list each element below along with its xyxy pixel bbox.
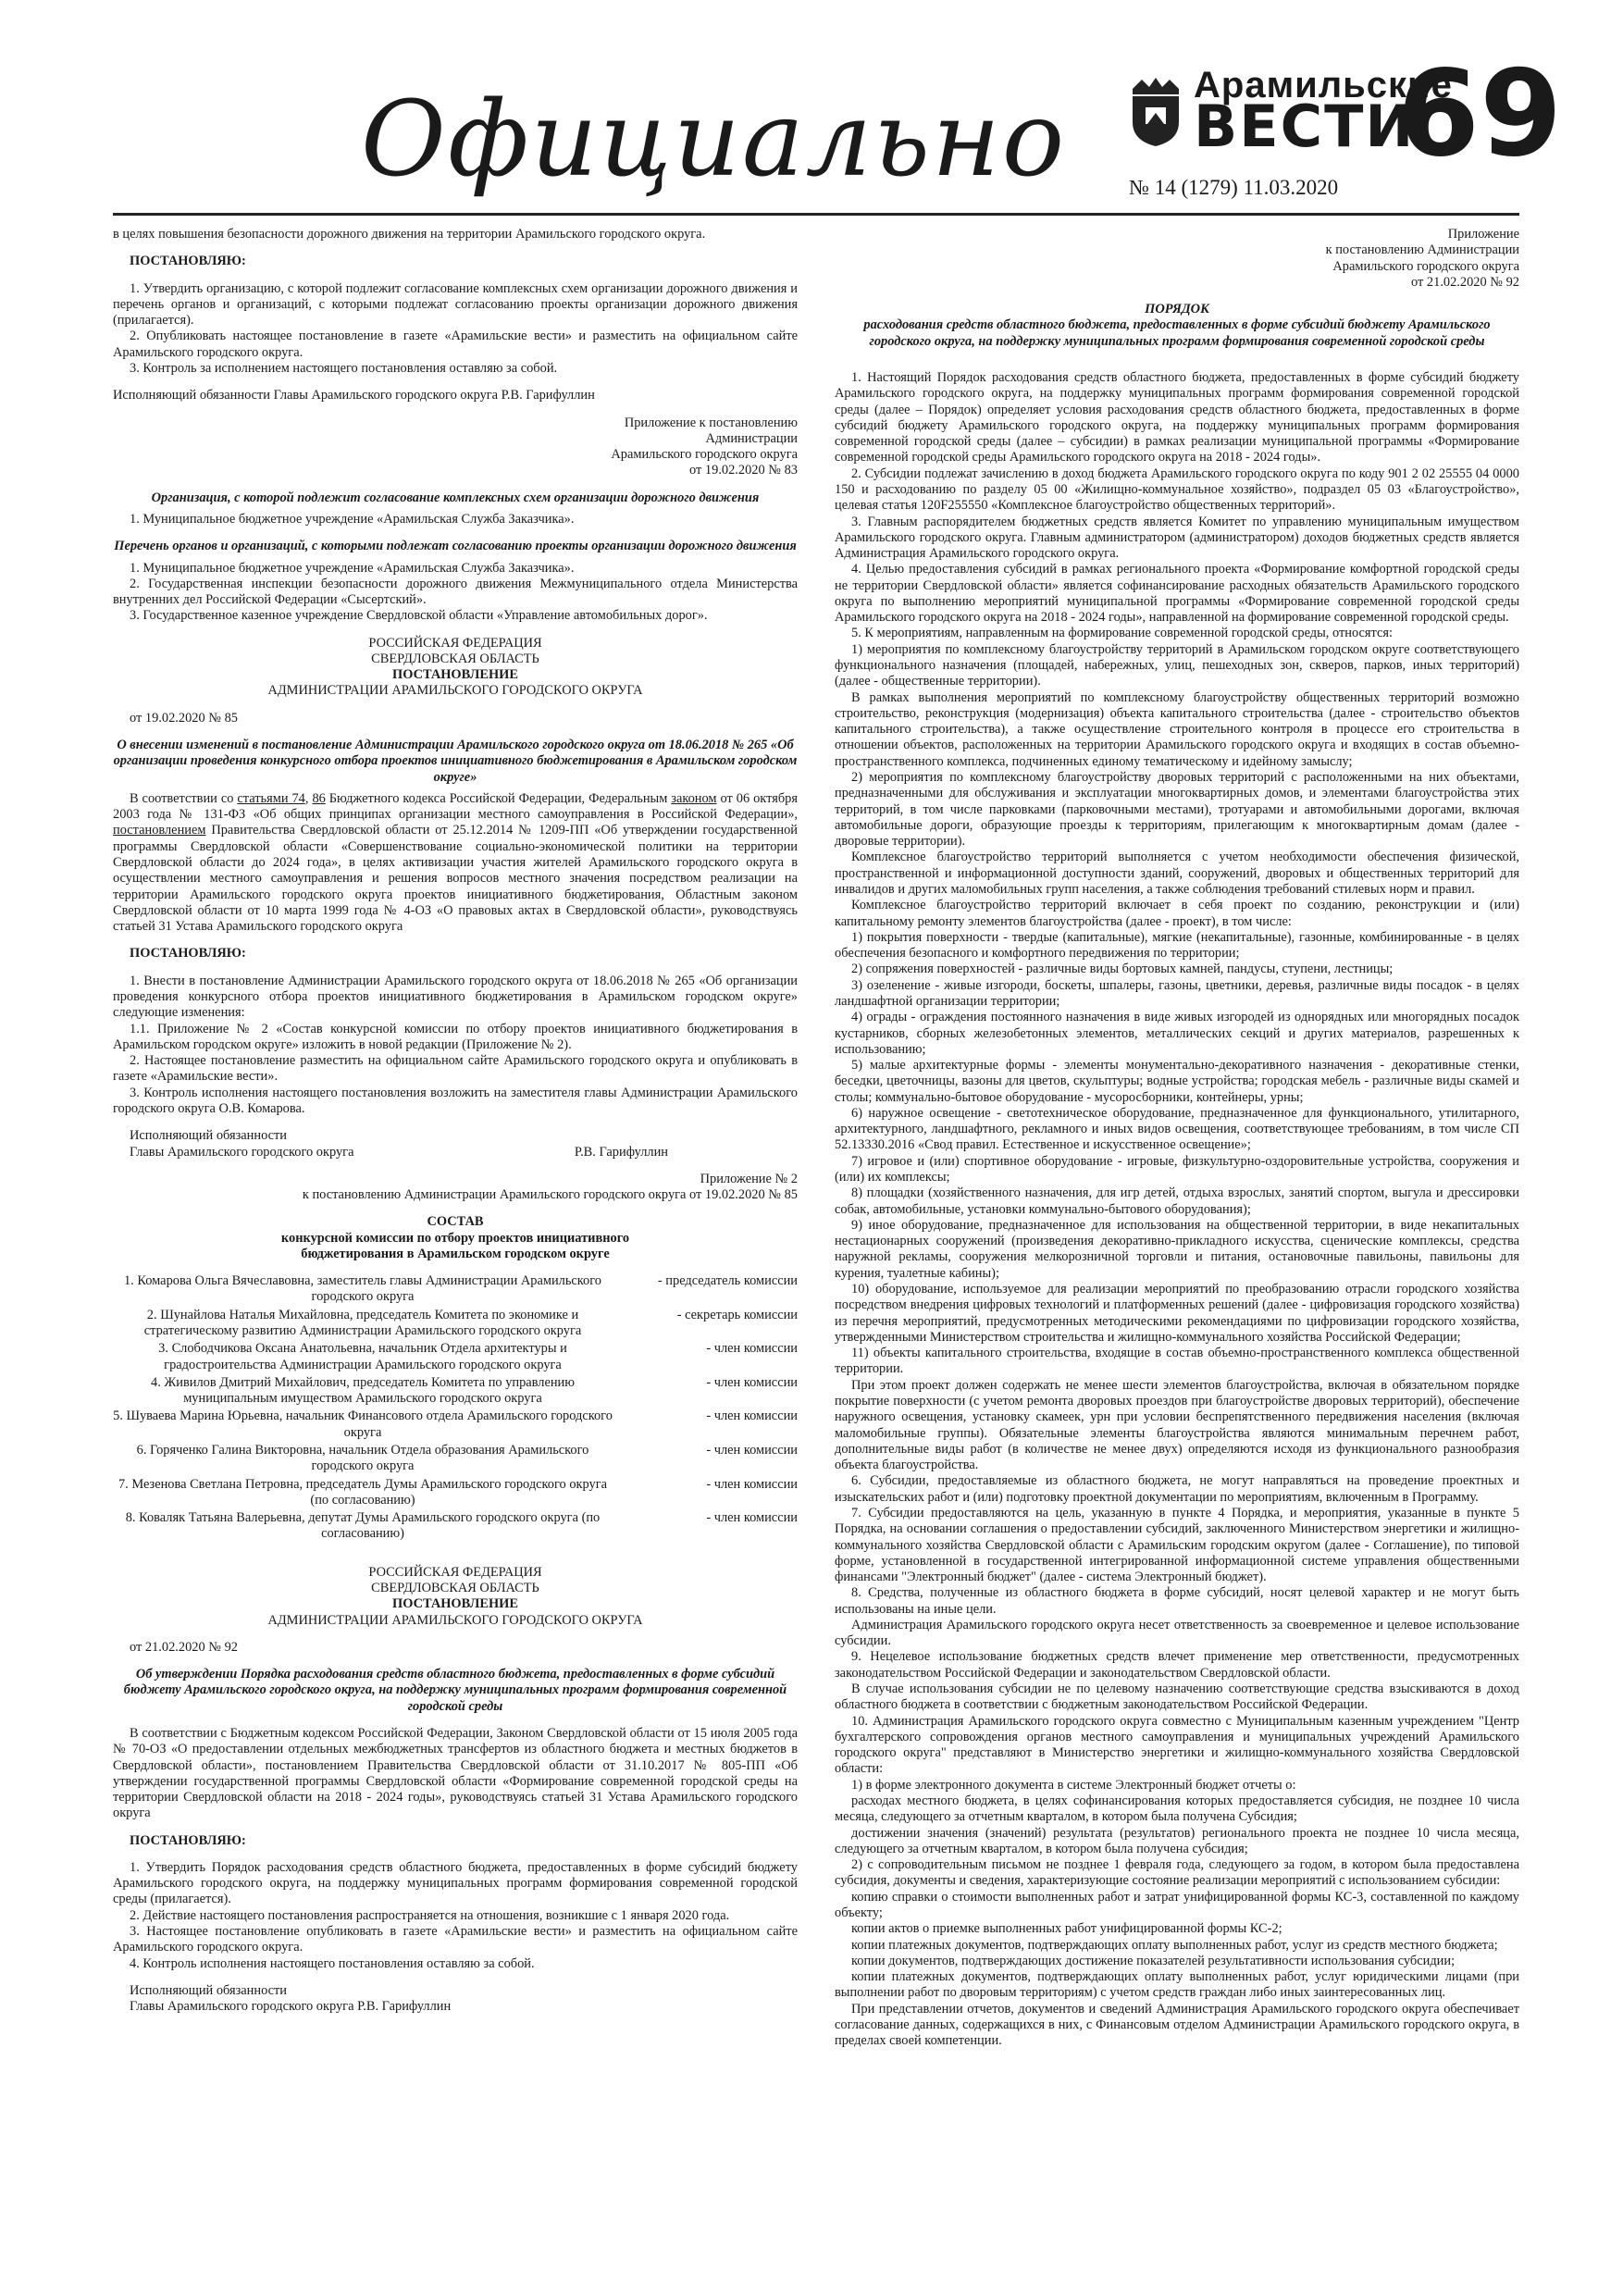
header-post: ПОСТАНОВЛЕНИЕ [392,667,518,683]
paragraph: копию справки о стоимости выполненных работ и затрат унифицированной формы КС-3, составленной по каждому объекту; [835,1889,1519,1920]
law-link[interactable]: законом [671,790,717,806]
header-adm: АДМИНИСТРАЦИИ АРАМИЛЬСКОГО ГОРОДСКОГО ОКРУГА [267,683,643,699]
paragraph: 2) мероприятия по комплексному благоустройству дворовых территорий с расположенными на них объектами, предназначенными для обслуживания и эксплуатации многоквартирных домов, и элементами благоустройства этих территорий, в том числе парковками (парковочными местами), тротуарами и автомобильными дорогами, включая автомобильные дороги, образующие проезды к территориям, прилегающим к многоквартирным домам (далее - дворовые территории). [835,770,1519,850]
paragraph: Комплексное благоустройство территорий выполняется с учетом необходимости обеспечения физической, пространственной и информационной доступности зданий, сооружений, дворовых и общественных территорий для инвалидов и других маломобильных групп населения, а также соблюдения требований стилевых норм и правил. [835,850,1519,897]
paragraph: 4. Целью предоставления субсидий в рамках регионального проекта «Формирование комфортной городской среды не территории Свердловской области» является софинансирование расходных обязательств Арамильского городского округа по выполнению мероприятий муниципальной программы «Формирование современной городской среды Арамильского городского округа на 2018 - 2024 годы», направленной на формирование современной городской среды. [835,562,1519,626]
paragraph: 1.1. Приложение № 2 «Состав конкурсной комиссии по отбору проектов инициативного бюджетирования в Арамильском городском округе» изложить в новой редакции (Приложение № 2). [113,1021,798,1052]
paragraph: 5. К мероприятиям, направленным на формирование современной городской среды, относятся: [851,626,1394,641]
basis-paragraph: В соответствии с Бюджетным кодексом Российской Федерации, Законом Свердловской области от 15 июля 2005 года № 70-ОЗ «О предоставлении отдельных межбюджетных трансфертов из областного бюджета и местных бюджетов в Свердловской области», постановлением Правительства Свердловской области от 31.10.2017 № 805-ПП «Об утверждении государственной программы Свердловской области «Формирование современной городской среды на территории Свердловской области на 2018 - 2024 годы», руководствуясь статьей 31 Устава Арамильского городского округа [113,1725,798,1821]
list-item: 1. Муниципальное бюджетное учреждение «Арамильская Служба Заказчика». [130,560,575,576]
paragraph: При этом проект должен содержать не менее шести элементов благоустройства, включая в обязательном порядке покрытие поверхности (с учетом ремонта дворовых проездов при благоустройстве дворовых территорий), обеспечение наружного освещения, установку скамеек, урн при условии беспрепятственного передвижения населения (включая маломобильные группы). Обязательные элементы благоустройства являются минимальным перечнем работ, дополнительные виды работ (в количестве не менее двух) определяются исходя из функционального разнообразия объекта благоустройства. [835,1377,1519,1473]
sostav-heading: СОСТАВ [427,1214,484,1230]
paragraph: 1) в форме электронного документа в системе Электронный бюджет отчеты о: [851,1777,1296,1793]
section-title: Официально [361,80,1067,200]
postanovlyayu-heading: ПОСТАНОВЛЯЮ: [130,254,246,269]
issue-number: № 14 (1279) 11.03.2020 [1129,176,1339,199]
signature-line: Исполняющий обязанности [130,1128,288,1144]
poryadok-body [835,370,1519,2050]
page-number: 69 [1397,45,1563,183]
committee-row: 4. Живилов Дмитрий Михайлович, председатель Комитета по управлению муниципальным имуществом Арамильского городского округа - член комиссии [151,1374,798,1407]
appendix-note: Приложение к постановлению Администрации Арамильского городского округа от 21.02.2020 № 92 [1325,227,1519,290]
section-heading: Организация, с которой подлежит согласование комплексных схем организации дорожного движения [151,490,760,505]
law-link[interactable]: статьями 74 [237,790,305,806]
list-item: 2. Государственная инспекции безопасности дорожного движения Межмуниципального отдела Министерства внутренних дел Российской Федерации «Сысертский». [113,576,798,608]
header-so: СВЕРДЛОВСКАЯ ОБЛАСТЬ [371,1580,539,1595]
paragraph: В случае использования субсидии не по целевому назначению соответствующие средства взыскиваются в доход областного бюджета в соответствии с бюджетным законодательством Российской Федерации. [835,1682,1519,1713]
paragraph: 7) игровое и (или) спортивное оборудование - игровые, физкультурно-оздоровительные устройства, сооружения и (или) их комплексы; [835,1153,1519,1185]
header-so: СВЕРДЛОВСКАЯ ОБЛАСТЬ [371,651,539,666]
paragraph: 10. Администрация Арамильского городского округа совместно с Муниципальным казенным учреждением "Центр бухгалтерского сопровождения органов местного самоуправления и муниципальных учреждений Арамильского городского округа" представляют в Министерство энергетики и жилищно-коммунального хозяйства Свердловской области: [835,1713,1519,1777]
paragraph: 2. Опубликовать настоящее постановление в газете «Арамильские вести» и разместить на официальном сайте Арамильского городского округа. [113,329,798,360]
list-item: 3. Государственное казенное учреждение Свердловской области «Управление автомобильных дорог». [130,608,708,624]
paragraph: В рамках выполнения мероприятий по комплексному благоустройству общественных территорий возможно строительство, реконструкция (модернизация) объекта капитального строительства (далее - строительство объектов капитального строительства), а также осуществление строительного контроля в процессе его строительства в отношении объектов, расположенных на территории Арамильского городского округа и входящих в состав объемно-пространственного комплекса, подчиненных единому тематическому и идейному замыслу; [835,689,1519,769]
appendix-note: к постановлению Администрации Арамильского городского округа от 19.02.2020 № 85 [302,1187,798,1203]
paragraph: копии актов о приемке выполненных работ унифицированной формы КС-2; [851,1921,1282,1937]
brand-main: ВЕСТИ [1194,93,1416,160]
paragraph: 2. Настоящее постановление разместить на официальном сайте Арамильского городского округа и опубликовать в газете «Арамильские вести». [113,1053,798,1085]
paragraph: 8. Средства, полученные из областного бюджета в форме субсидий, носят целевой характер и не могут быть использованы на иные цели. [835,1585,1519,1617]
paragraph: 3. Контроль исполнения настоящего постановления возложить на заместителя главы Администрации Арамильского городского округа О.В. Комарова. [113,1085,798,1116]
committee-row: 3. Слободчикова Оксана Анатольевна, начальник Отдела архитектуры и градостроительства Администрации Арамильского городского округа - член комиссии [158,1341,798,1372]
paragraph: 11) объекты капитального строительства, входящие в состав объемно-пространственного комплекса общественной территории. [835,1346,1519,1377]
document-date: от 21.02.2020 № 92 [130,1639,238,1655]
document-title: Об утверждении Порядка расходования средств областного бюджета, предоставленных в форме субсидий бюджету Арамильского городского округа, на поддержку муниципальных программ формирования современной городской среды [123,1667,787,1714]
committee-row: 8. Коваляк Татьяна Валерьевна, депутат Думы Арамильского городского округа (по согласованию) - член комиссии [125,1510,798,1542]
paragraph: копии платежных документов, подтверждающих оплату выполненных работ, услуг из средств местного бюджета; [851,1937,1498,1953]
postanovlyayu-heading: ПОСТАНОВЛЯЮ: [130,1832,246,1848]
paragraph: 9. Нецелевое использование бюджетных средств влечет применение мер ответственности, предусмотренных законодательством Российской Федерации и законодательством Свердловской области. [835,1649,1519,1681]
basis-paragraph: В соответствии со статьями 74, 86 Бюджетного кодекса Российской Федерации, Федеральным законом от 06 октября 2003 года № 131-ФЗ «Об общих принципах организации местного самоуправления в Российской Федерации», постановлением Правительства Свердловской области от 25.12.2014 № 1209-ПП «Об утверждении государственной программы Свердловской области «Совершенствование социально-экономической политики на территории Свердловской области до 2024 года», в целях активизации участия жителей Арамильского городского округа в осуществлении местного самоуправления и решения вопросов местного значения посредством реализации на территории Арамильского городского округа проектов инициативного бюджетирования, Областным законом Свердловской области от 10 марта 1999 года № 4-ОЗ «О правовых актах в Свердловской области», руководствуясь статьей 31 Устава Арамильского городского округа [113,790,798,935]
paragraph: 5) малые архитектурные формы - элементы монументально-декоративного назначения - декоративные стенки, беседки, цветочницы, вазоны для цветов, скульптуры; водные устройства; городская мебель - различные виды скамей и столы; коммунально-бытовое оборудование - мусоросборники, контейнеры, урны; [835,1058,1519,1105]
committee-row: 2. Шунайлова Наталья Михайловна, председатель Комитета по экономике и стратегическому развитию Администрации Арамильского городского округа - секретарь комиссии [143,1307,798,1339]
paragraph: При представлении отчетов, документов и сведений Администрация Арамильского городского округа обеспечивает согласование данных, содержащихся в них, с Финансовым отделом Администрации Арамильского городского округа, в пределах своей компетенции. [835,2001,1519,2049]
paragraph: 1. Утвердить Порядок расходования средств областного бюджета, предоставленных в форме субсидий бюджету Арамильского городского округа, на поддержку муниципальных программ формирования современной городской среды (прилагается). [113,1859,798,1907]
signature: Исполняющий обязанности Главы Арамильского городского округа Р.В. Гарифуллин [113,388,595,403]
brand-top: Арамильские [1194,65,1453,105]
right-column [835,227,1519,2244]
postanovlyayu-heading: ПОСТАНОВЛЯЮ: [130,946,246,962]
paragraph: 3. Главным распорядителем бюджетных средств является Комитет по управлению муниципальным имуществом Арамильского городского округа. Главным администратором (администратором) доходов бюджетных средств является Администрация Арамильского городского округа. [835,514,1519,562]
newspaper-logo [1127,56,1453,167]
header-adm: АДМИНИСТРАЦИИ АРАМИЛЬСКОГО ГОРОДСКОГО ОКРУГА [267,1612,643,1628]
paragraph: 2) с сопроводительным письмом не позднее 1 февраля года, следующего за годом, в котором была предоставлена субсидия, документы и сведения, характеризующие состояние реализации мероприятий с использованием субсидии: [835,1857,1519,1889]
paragraph: 4. Контроль исполнения настоящего постановления оставляю за собой. [130,1955,535,1971]
paragraph: 1. Внести в постановление Администрации Арамильского городского округа от 18.06.2018 № 265 «Об организации проведения конкурсного отбора проектов инициативного бюджетирования в Арамильском городском округе» следующие изменения: [113,973,798,1021]
committee-list [113,1273,798,1543]
paragraph: 10) оборудование, используемое для реализации мероприятий по преобразованию отрасли городского хозяйства посредством внедрения цифровых технологий и платформенных решений (далее - цифровизация городского хозяйства) из перечня мероприятий, предусмотренных методическими рекомендациями по цифровизации городского хозяйства, утвержденными Министерством строительства и жилищно-коммунального хозяйства Российской Федерации; [835,1282,1519,1345]
paragraph: 2. Субсидии подлежат зачислению в доход бюджета Арамильского городского округа по коду 901 2 02 25555 04 0000 150 и расходованию по разделу 05 00 «Жилищно-коммунальное хозяйство», подраздел 05 03 «Благоустройство», целевая статья 120F255550 «Комплексное благоустройство общественных территорий». [835,465,1519,514]
paragraph: 1) покрытия поверхности - твердые (капитальные), мягкие (некапитальные), газонные, комбинированные - в целях обеспечения безопасного и комфортного передвижения по территории; [835,929,1519,962]
poryadok-subheading: расходования средств областного бюджета, предоставленных в форме субсидий бюджету Арамильского городского округа, на поддержку муниципальных программ формирования современной городской среды [863,317,1491,349]
paragraph: копии платежных документов, подтверждающих оплату выполненных работ, услуг юридическими лицами (при выполнении работ по дворовым территориям) с учетом средств граждан либо иных заинтересованных лиц. [835,1969,1519,2001]
committee-row: 6. Горяченко Галина Викторовна, начальник Отдела образования Арамильского городского округа - член комиссии [136,1443,798,1474]
masthead [0,0,1623,217]
paragraph: 3. Контроль за исполнением настоящего постановления оставляю за собой. [130,360,558,376]
appendix-note: Приложение к постановлению Администрации Арамильского городского округа от 19.02.2020 № 83 [611,415,798,478]
header-rf: РОССИЙСКАЯ ФЕДЕРАЦИЯ [368,635,542,651]
committee-row: 1. Комарова Ольга Вячеславовна, заместитель главы Администрации Арамильского городского округа - председатель комиссии [123,1273,798,1305]
law-link[interactable]: постановлением [113,823,206,838]
left-column [113,227,798,2244]
paragraph: копии документов, подтверждающих достижение показателей результативности использования субсидии; [851,1953,1456,1968]
paragraph: Администрация Арамильского городского округа несет ответственность за своевременное и целевое использование субсидии. [835,1617,1519,1649]
signature-row: Главы Арамильского городского округа Р.В. Гарифуллин [130,1144,668,1160]
document-title: О внесении изменений в постановление Администрации Арамильского городского округа от 18.06.2018 № 265 «Об организации проведения конкурсного отбора проектов инициативного бюджетирования в Арамильском городском округе» [113,738,798,785]
header-rf: РОССИЙСКАЯ ФЕДЕРАЦИЯ [368,1564,542,1580]
paragraph: 3) озеленение - живые изгороди, боскеты, шпалеры, газоны, цветники, деревья, различные виды посадок - в целях ландшафтной организации территории; [835,977,1519,1009]
committee-row: 7. Мезенова Светлана Петровна, председатель Думы Арамильского городского округа (по согласованию) - член комиссии [118,1476,798,1508]
paragraph: 9) иное оборудование, предназначенное для использования на общественной территории, в виде некапитальных нестационарных сооружений (произведения декоративно-прикладного искусства, сценические комплексы, средства наружной рекламы, сооружения мелкорозничной торговли и питания, остановочные павильоны, павильоны для курения, туалетные кабины); [835,1217,1519,1281]
committee-row: 5. Шуваева Марина Юрьевна, начальник Финансового отдела Арамильского городского округа - член комиссии [113,1409,798,1440]
document-date: от 19.02.2020 № 85 [130,710,238,726]
signature-line: Главы Арамильского городского округа Р.В. Гарифуллин [130,1999,452,2015]
poryadok-heading: ПОРЯДОК [1145,302,1209,317]
columns [113,227,1519,2244]
sostav-subheading: конкурсной комиссии по отбору проектов инициативного бюджетирования в Арамильском городском округе [280,1230,630,1261]
paragraph: 3. Настоящее постановление опубликовать в газете «Арамильские вести» и разместить на официальном сайте Арамильского городского округа. [113,1924,798,1955]
paragraph: расходах местного бюджета, в целях софинансирования которых предоставляется субсидия, не позднее 10 числа месяца, следующего за отчетным кварталом, в котором была получена Субсидия; [835,1793,1519,1825]
section-heading: Перечень органов и организаций, с которыми подлежат согласованию проекты организации дорожного движения [114,539,797,554]
paragraph: достижении значения (значений) результата (результатов) регионального проекта не позднее 10 числа месяца, следующего за отчетным кварталом, в котором была получена субсидия; [835,1825,1519,1856]
paragraph: 8) площадки (хозяйственного назначения, для игр детей, отдыха взрослых, занятий спортом, выгула и дрессировки собак, автомобильные, установки коммунально-бытового оборудования); [835,1185,1519,1217]
paragraph: 7. Субсидии предоставляются на цель, указанную в пункте 4 Порядка, и мероприятия, указанные в пункте 5 Порядка, на основании соглашения о предоставлении субсидий, заключенного Министерством энергетики и жилищно-коммунального хозяйства Свердловской области с Арамильским городским округом (далее - Соглашение), по типовой форме, установленной в государственной интегрированной информационной системе управления общественными финансами "Электронный бюджет" (далее - система Электронный бюджет). [835,1505,1519,1585]
header-rule [113,213,1519,216]
paragraph: 2) сопряжения поверхностей - различные виды бортовых камней, пандусы, ступени, лестницы; [851,962,1394,977]
intro-paragraph: в целях повышения безопасности дорожного движения на территории Арамильского городского округа. [113,227,706,242]
coat-of-arms-icon [1127,76,1184,148]
law-link[interactable]: 86 [312,790,326,806]
paragraph: 1. Утвердить организацию, с которой подлежит согласование комплексных схем организации дорожного движения и перечень органов и организаций, с которыми подлежат согласованию проекты организации дорожного движения (прилагается). [113,280,798,329]
paragraph: 1. Настоящий Порядок расходования средств областного бюджета, предоставленных в форме субсидий бюджету Арамильского городского округа, на поддержку муниципальных программ формирования современной городской среды (далее – Порядок) определяет условия расходования средств областного бюджета, предоставленных в форме субсидий бюджету Арамильского городского округа, на поддержку муниципальных программ формирования современной городской среды (далее – субсидии) в рамках реализации муниципальной программы «Формирование современной городской среды Арамильского городского округа на 2018 - 2024 годы». [835,369,1519,465]
paragraph: 4) ограды - ограждения постоянного назначения в виде живых изгородей из однорядных или многорядных посадок кустарников, сборных железобетонных элементов, металлических секций и других материалов, разрешенных к использованию; [835,1010,1519,1057]
paragraph: 6. Субсидии, предоставляемые из областного бюджета, не могут направляться на проведение проектных и изыскательских работ и (или) подготовку проектной документации по мероприятиям, включенным в Программу. [835,1473,1519,1505]
paragraph: 6) наружное освещение - светотехническое оборудование, предназначенное для функционального, утилитарного, архитектурного, ландшафтного, рекламного и иных видов освещения, соответствующее требованиям, в том числе СП 52.13330.2016 «Свод правил. Естественное и искусственное освещение»; [835,1105,1519,1153]
list-item: 1. Муниципальное бюджетное учреждение «Арамильская Служба Заказчика». [130,511,575,527]
appendix-note: Приложение № 2 [700,1171,798,1186]
paragraph: Комплексное благоустройство территорий включает в себя проект по созданию, реконструкции и (или) капитальному ремонту элементов благоустройства (далее - проект), в том числе: [835,898,1519,929]
paragraph: 2. Действие настоящего постановления распространяется на отношения, возникшие с 1 января 2020 года. [130,1907,730,1923]
header-post: ПОСТАНОВЛЕНИЕ [392,1596,518,1612]
signature-line: Исполняющий обязанности [130,1982,288,1998]
paragraph: 1) мероприятия по комплексному благоустройству территорий в Арамильском городском округе соответствующего функционального назначения (площадей, набережных, улиц, пешеходных зон, скверов, парков, иных территорий) (далее - общественные территории). [835,641,1519,689]
